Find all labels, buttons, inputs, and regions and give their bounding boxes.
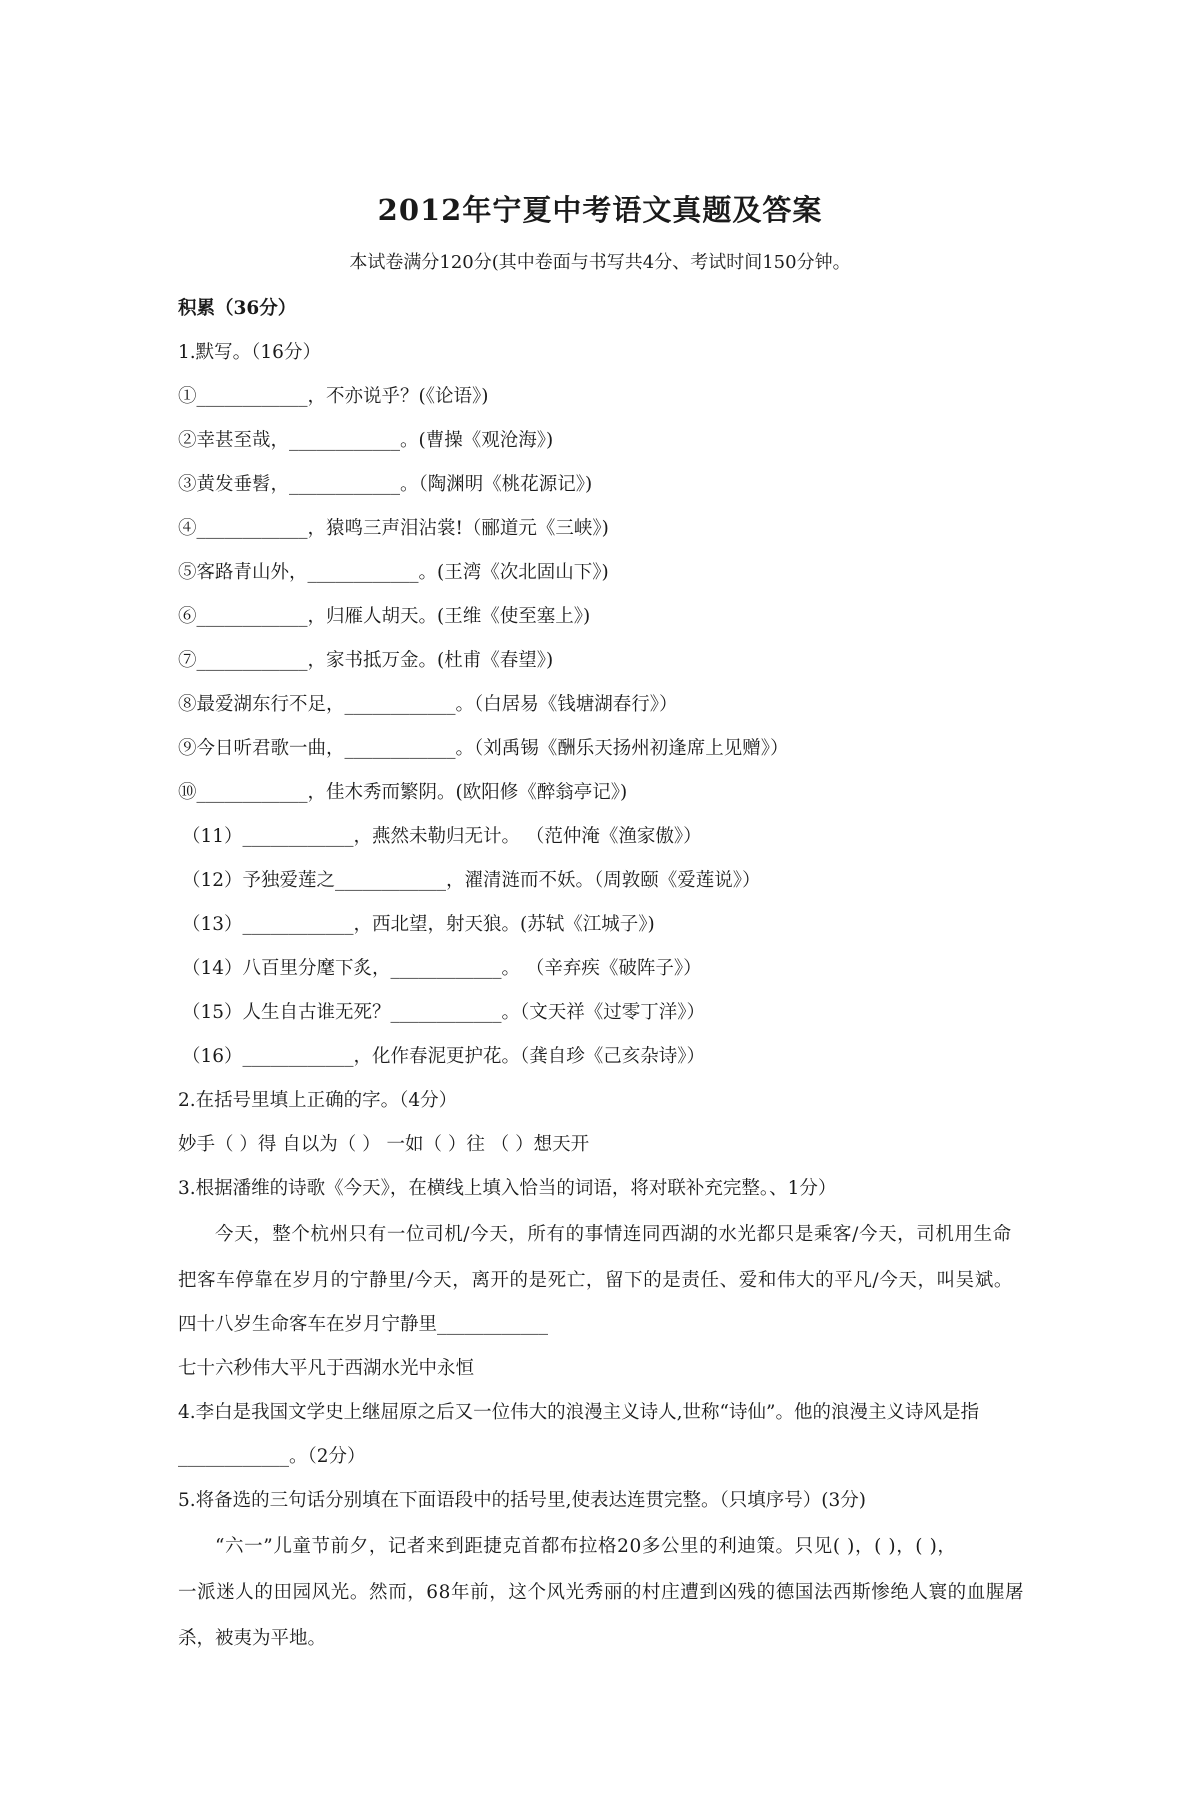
q1-item-15: （15）人生自古谁无死？____________。（文天祥《过零丁洋》） <box>182 1002 706 1023</box>
poem-line-2: 把客车停靠在岁月的宁静里/今天，离开的是死亡，留下的是责任、爱和伟大的平凡/今天，叫吴斌。 <box>178 1270 1013 1291</box>
question-2-content: 妙手（ ）得 自以为（ ） 一如（ ）往 （ ）想天开 <box>178 1134 590 1155</box>
q1-item-4: ④____________，猿鸣三声泪沾裳!（郦道元《三峡》) <box>178 518 609 539</box>
q5-paragraph-line-1: “六一”儿童节前夕，记者来到距捷克首都布拉格20多公里的利迪策。只见( )，( )，( )， <box>215 1536 957 1557</box>
document-title: 2012年宁夏中考语文真题及答案 <box>377 193 823 227</box>
q1-item-1: ①____________，不亦说乎？(《论语》) <box>178 386 489 407</box>
question-5-heading: 5.将备选的三句话分别填在下面语段中的括号里,使表达连贯完整。（只填序号）(3分) <box>178 1490 866 1511</box>
document-subtitle: 本试卷满分120分(其中卷面与书写共4分、考试时间150分钟。 <box>349 252 851 273</box>
question-4-heading: 4.李白是我国文学史上继屈原之后又一位伟大的浪漫主义诗人,世称“诗仙”。他的浪漫主义诗风是指 <box>178 1402 979 1423</box>
question-1-heading: 1.默写。（16分） <box>178 342 321 363</box>
couplet-line-1: 四十八岁生命客车在岁月宁静里____________ <box>178 1314 549 1335</box>
q1-item-9: ⑨今日听君歌一曲，____________。（刘禹锡《酬乐天扬州初逢席上见赠》） <box>178 738 789 759</box>
couplet-line-2: 七十六秒伟大平凡于西湖水光中永恒 <box>178 1358 475 1379</box>
q1-item-2: ②幸甚至哉，____________。(曹操《观沧海》) <box>178 430 554 451</box>
q1-item-7: ⑦____________，家书抵万金。(杜甫《春望》) <box>178 650 554 671</box>
q1-item-8: ⑧最爱湖东行不足，____________。（白居易《钱塘湖春行》） <box>178 694 678 715</box>
q1-item-6: ⑥____________，归雁人胡天。(王维《使至塞上》) <box>178 606 591 627</box>
q1-item-11: （11）____________，燕然未勒归无计。 （范仲淹《渔家傲》） <box>182 826 702 847</box>
q1-item-14: （14）八百里分麾下炙，____________。 （辛弃疾《破阵子》） <box>182 958 702 979</box>
poem-line-1: 今天，整个杭州只有一位司机/今天，所有的事情连同西湖的水光都只是乘客/今天，司机用生命 <box>215 1224 1012 1245</box>
question-2-heading: 2.在括号里填上正确的字。（4分） <box>178 1090 458 1111</box>
q1-item-16: （16）____________，化作春泥更护花。（龚自珍《己亥杂诗》） <box>182 1046 706 1067</box>
q1-item-10: ⑩____________，佳木秀而繁阴。(欧阳修《醉翁亭记》) <box>178 782 628 803</box>
q1-item-3: ③黄发垂髫，____________。（陶渊明《桃花源记》) <box>178 474 593 495</box>
section-heading: 积累（36分） <box>178 298 297 319</box>
q1-item-5: ⑤客路青山外，____________。(王湾《次北固山下》) <box>178 562 609 583</box>
q1-item-12: （12）予独爱莲之____________，濯清涟而不妖。（周敦颐《爱莲说》） <box>182 870 761 891</box>
question-4-blank: ____________。（2分） <box>178 1446 366 1467</box>
question-3-heading: 3.根据潘维的诗歌《今天》，在横线上填入恰当的词语，将对联补充完整。、1分） <box>178 1178 837 1199</box>
q1-item-13: （13）____________，西北望，射天狼。(苏轼《江城子》) <box>182 914 655 935</box>
q5-paragraph-line-3: 杀，被夷为平地。 <box>178 1628 327 1649</box>
q5-paragraph-line-2: 一派迷人的田园风光。然而，68年前，这个风光秀丽的村庄遭到凶残的德国法西斯惨绝人寰的血腥屠 <box>178 1582 1025 1603</box>
